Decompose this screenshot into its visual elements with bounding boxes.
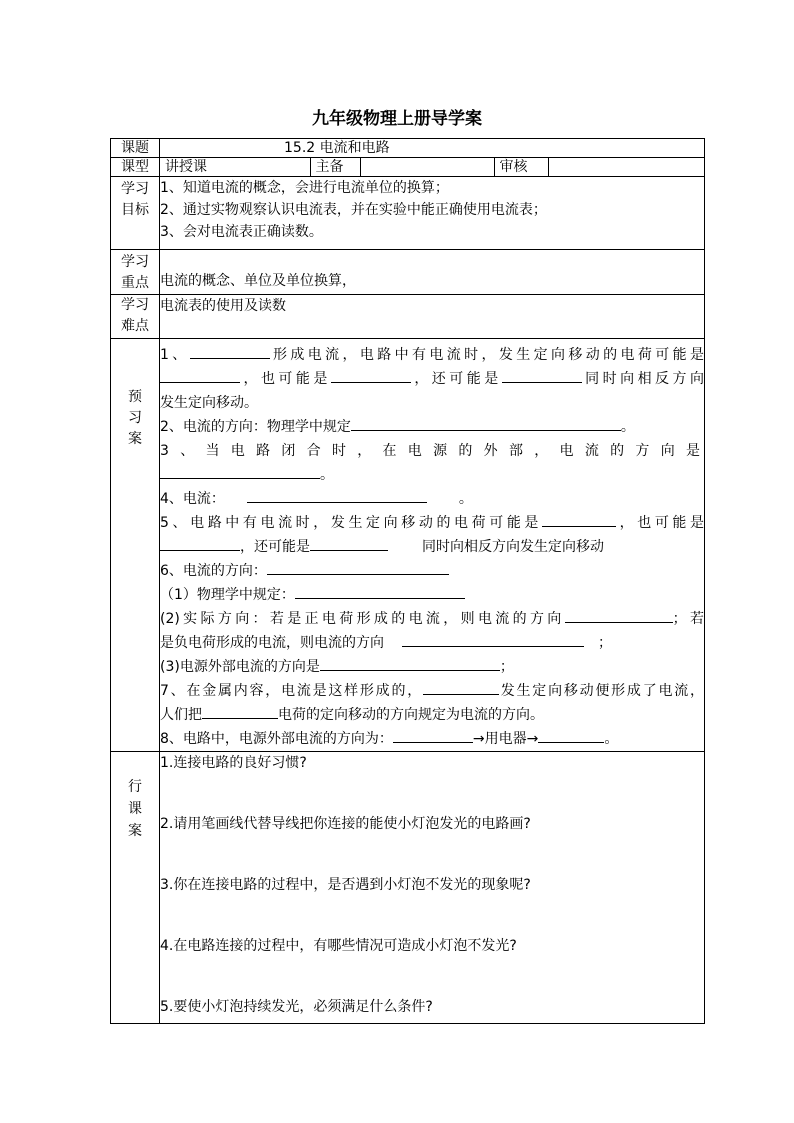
difficulties-label: 学习难点 xyxy=(111,295,160,339)
objective-item: 3、会对电流表正确读数。 xyxy=(160,224,323,240)
review-label: 审核 xyxy=(494,158,548,176)
preview-label: 预习案 xyxy=(111,339,160,752)
preview-line-10: 6、电流的方向： xyxy=(160,559,704,583)
practice-content xyxy=(160,752,705,1024)
preview-line-11: （1）物理学中规定： xyxy=(160,583,704,607)
preview-line-2: ，也可能是 ，还可能是 同时向相反方向 xyxy=(160,367,704,391)
practice-question: 3.你在连接电路的过程中，是否遇到小灯泡不发光的现象呢? xyxy=(160,877,531,893)
preview-line-7: 4、电流： 。 xyxy=(160,487,704,511)
practice-label: 行课案 xyxy=(111,752,160,1024)
study-guide-table xyxy=(110,138,705,1024)
preview-line-1: 1、 形成电流，电路中有电流时，发生定向移动的电荷可能是 xyxy=(160,343,704,367)
topic-label: 课题 xyxy=(111,139,160,158)
preview-content xyxy=(160,339,705,752)
preview-line-3: 发生定向移动。 xyxy=(160,395,258,411)
difficulties-text: 电流表的使用及读数 xyxy=(160,295,705,339)
review-value xyxy=(548,158,704,176)
practice-question: 5.要使小灯泡持续发光，必须满足什么条件? xyxy=(160,999,433,1015)
preview-line-6: 。 xyxy=(160,463,704,487)
preview-line-4: 2、电流的方向：物理学中规定 。 xyxy=(160,415,704,439)
key-points-text: 电流的概念、单位及单位换算， xyxy=(160,250,705,295)
lead-label: 主备 xyxy=(310,158,360,176)
preview-line-8: 5、电路中有电流时，发生定向移动的电荷可能是 ，也可能是 xyxy=(160,511,704,535)
practice-question: 1.连接电路的良好习惯? xyxy=(160,755,307,771)
preview-line-9: ，还可能是 同时向相反方向发生定向移动 xyxy=(160,535,704,559)
type-value: 讲授课 xyxy=(160,158,310,176)
practice-question: 2.请用笔画线代替导线把你连接的能使小灯泡发光的电路画? xyxy=(160,816,531,832)
page-title: 九年级物理上册导学案 xyxy=(312,109,482,129)
objectives-label: 学习目标 xyxy=(111,177,160,250)
lead-value xyxy=(360,158,494,176)
preview-line-15: 7、在金属内容，电流是这样形成的， 发生定向移动便形成了电流， xyxy=(160,679,704,703)
topic-value: 15.2 电流和电路 xyxy=(160,139,705,158)
preview-line-17: 8、电路中，电源外部电流的方向为： →用电器→ 。 xyxy=(160,727,704,751)
preview-line-12: (2)实际方向：若是正电荷形成的电流，则电流的方向 ；若 xyxy=(160,607,704,631)
practice-question: 4.在电路连接的过程中，有哪些情况可造成小灯泡不发光? xyxy=(160,938,517,954)
header-info-row xyxy=(160,158,704,176)
objective-item: 2、通过实物观察认识电流表，并在实验中能正确使用电流表； xyxy=(160,202,547,218)
preview-line-16: 人们把 电荷的定向移动的方向规定为电流的方向。 xyxy=(160,703,704,727)
preview-line-5: 3、当电路闭合时，在电源的外部，电流的方向是 xyxy=(160,443,704,459)
preview-line-13: 是负电荷形成的电流，则电流的方向 ； xyxy=(160,631,704,655)
objective-item: 1、知道电流的概念，会进行电流单位的换算； xyxy=(160,180,449,196)
key-points-label: 学习重点 xyxy=(111,250,160,295)
type-label: 课型 xyxy=(111,158,160,177)
objectives-content xyxy=(160,177,705,250)
preview-line-14: (3)电源外部电流的方向是 ； xyxy=(160,655,704,679)
